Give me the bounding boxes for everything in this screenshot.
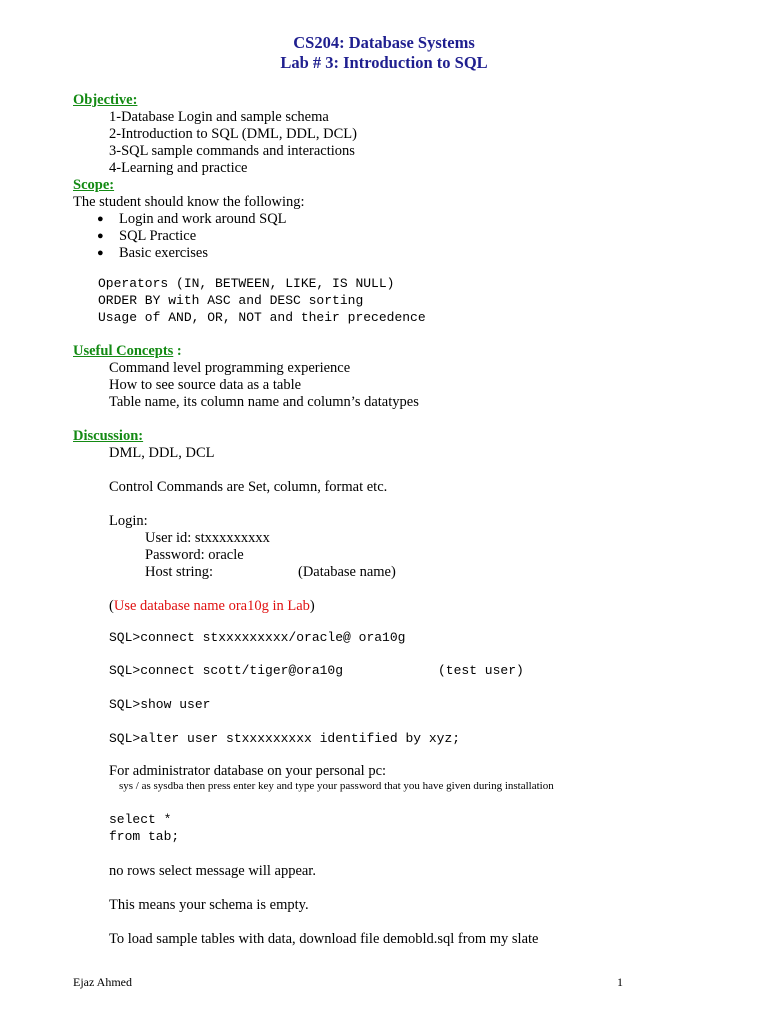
note-close-paren: ) [309, 598, 315, 614]
concept-item: Table name, its column name and column’s datatypes [109, 394, 419, 410]
login-label: Login: [109, 513, 148, 529]
useful-concepts-heading: Useful Concepts [73, 343, 174, 359]
objective-item: 1-Database Login and sample schema [109, 109, 329, 125]
objective-item: 2-Introduction to SQL (DML, DDL, DCL) [109, 126, 357, 142]
document-title: CS204: Database Systems [293, 33, 475, 52]
scope-code-line: Operators (IN, BETWEEN, LIKE, IS NULL) [98, 276, 395, 291]
load-tables-line: To load sample tables with data, download file demobld.sql from my slate [109, 931, 539, 947]
bullet-icon: ● [97, 213, 104, 225]
no-rows-line: no rows select message will appear. [109, 863, 316, 879]
concept-item: How to see source data as a table [109, 377, 302, 393]
select-command-line: select * [109, 812, 172, 827]
bullet-icon: ● [97, 247, 104, 259]
sql-connect-command: SQL>connect stxxxxxxxxx/oracle@ ora10g [109, 630, 406, 645]
sql-alter-user-command: SQL>alter user stxxxxxxxxx identified by xyz; [109, 731, 461, 746]
document-subtitle: Lab # 3: Introduction to SQL [280, 53, 488, 72]
sql-connect-test-command: SQL>connect scott/tiger@ora10g [109, 663, 344, 678]
user-id-line: User id: stxxxxxxxxx [145, 530, 270, 546]
note-red-text: Use database name ora10g in Lab [113, 598, 310, 614]
host-string-value: (Database name) [298, 564, 396, 580]
objective-heading: Objective: [73, 92, 138, 108]
bullet-icon: ● [97, 230, 104, 242]
test-user-note: (test user) [438, 663, 524, 678]
useful-concepts-colon: : [173, 343, 182, 359]
note-open-paren: ( [109, 598, 114, 614]
host-string-label: Host string: [145, 564, 214, 580]
objective-item: 3-SQL sample commands and interactions [109, 143, 355, 159]
sql-show-user-command: SQL>show user [109, 697, 211, 712]
discussion-heading: Discussion: [73, 428, 144, 444]
lab-database-note [109, 599, 315, 614]
admin-line: For administrator database on your personal pc: [109, 763, 387, 779]
concept-item: Command level programming experience [109, 360, 351, 376]
scope-bullet-item: SQL Practice [119, 228, 197, 244]
dml-line: DML, DDL, DCL [109, 445, 215, 461]
admin-instructions: sys / as sysdba then press enter key and type your password that you have given during installation [119, 780, 554, 792]
schema-empty-line: This means your schema is empty. [109, 897, 309, 913]
scope-code-line: Usage of AND, OR, NOT and their precedence [98, 310, 426, 325]
scope-heading: Scope: [73, 177, 115, 193]
scope-intro: The student should know the following: [73, 194, 305, 210]
useful-concepts-heading-row [73, 344, 182, 359]
password-line: Password: oracle [145, 547, 244, 563]
footer-author: Ejaz Ahmed [73, 975, 132, 989]
page-number: 1 [617, 975, 623, 989]
scope-bullet-item: Login and work around SQL [119, 211, 287, 227]
scope-code-line: ORDER BY with ASC and DESC sorting [98, 293, 364, 308]
objective-item: 4-Learning and practice [109, 160, 248, 176]
scope-bullet-item: Basic exercises [119, 245, 208, 261]
control-commands-line: Control Commands are Set, column, format etc. [109, 479, 388, 495]
select-command-line: from tab; [109, 829, 180, 844]
